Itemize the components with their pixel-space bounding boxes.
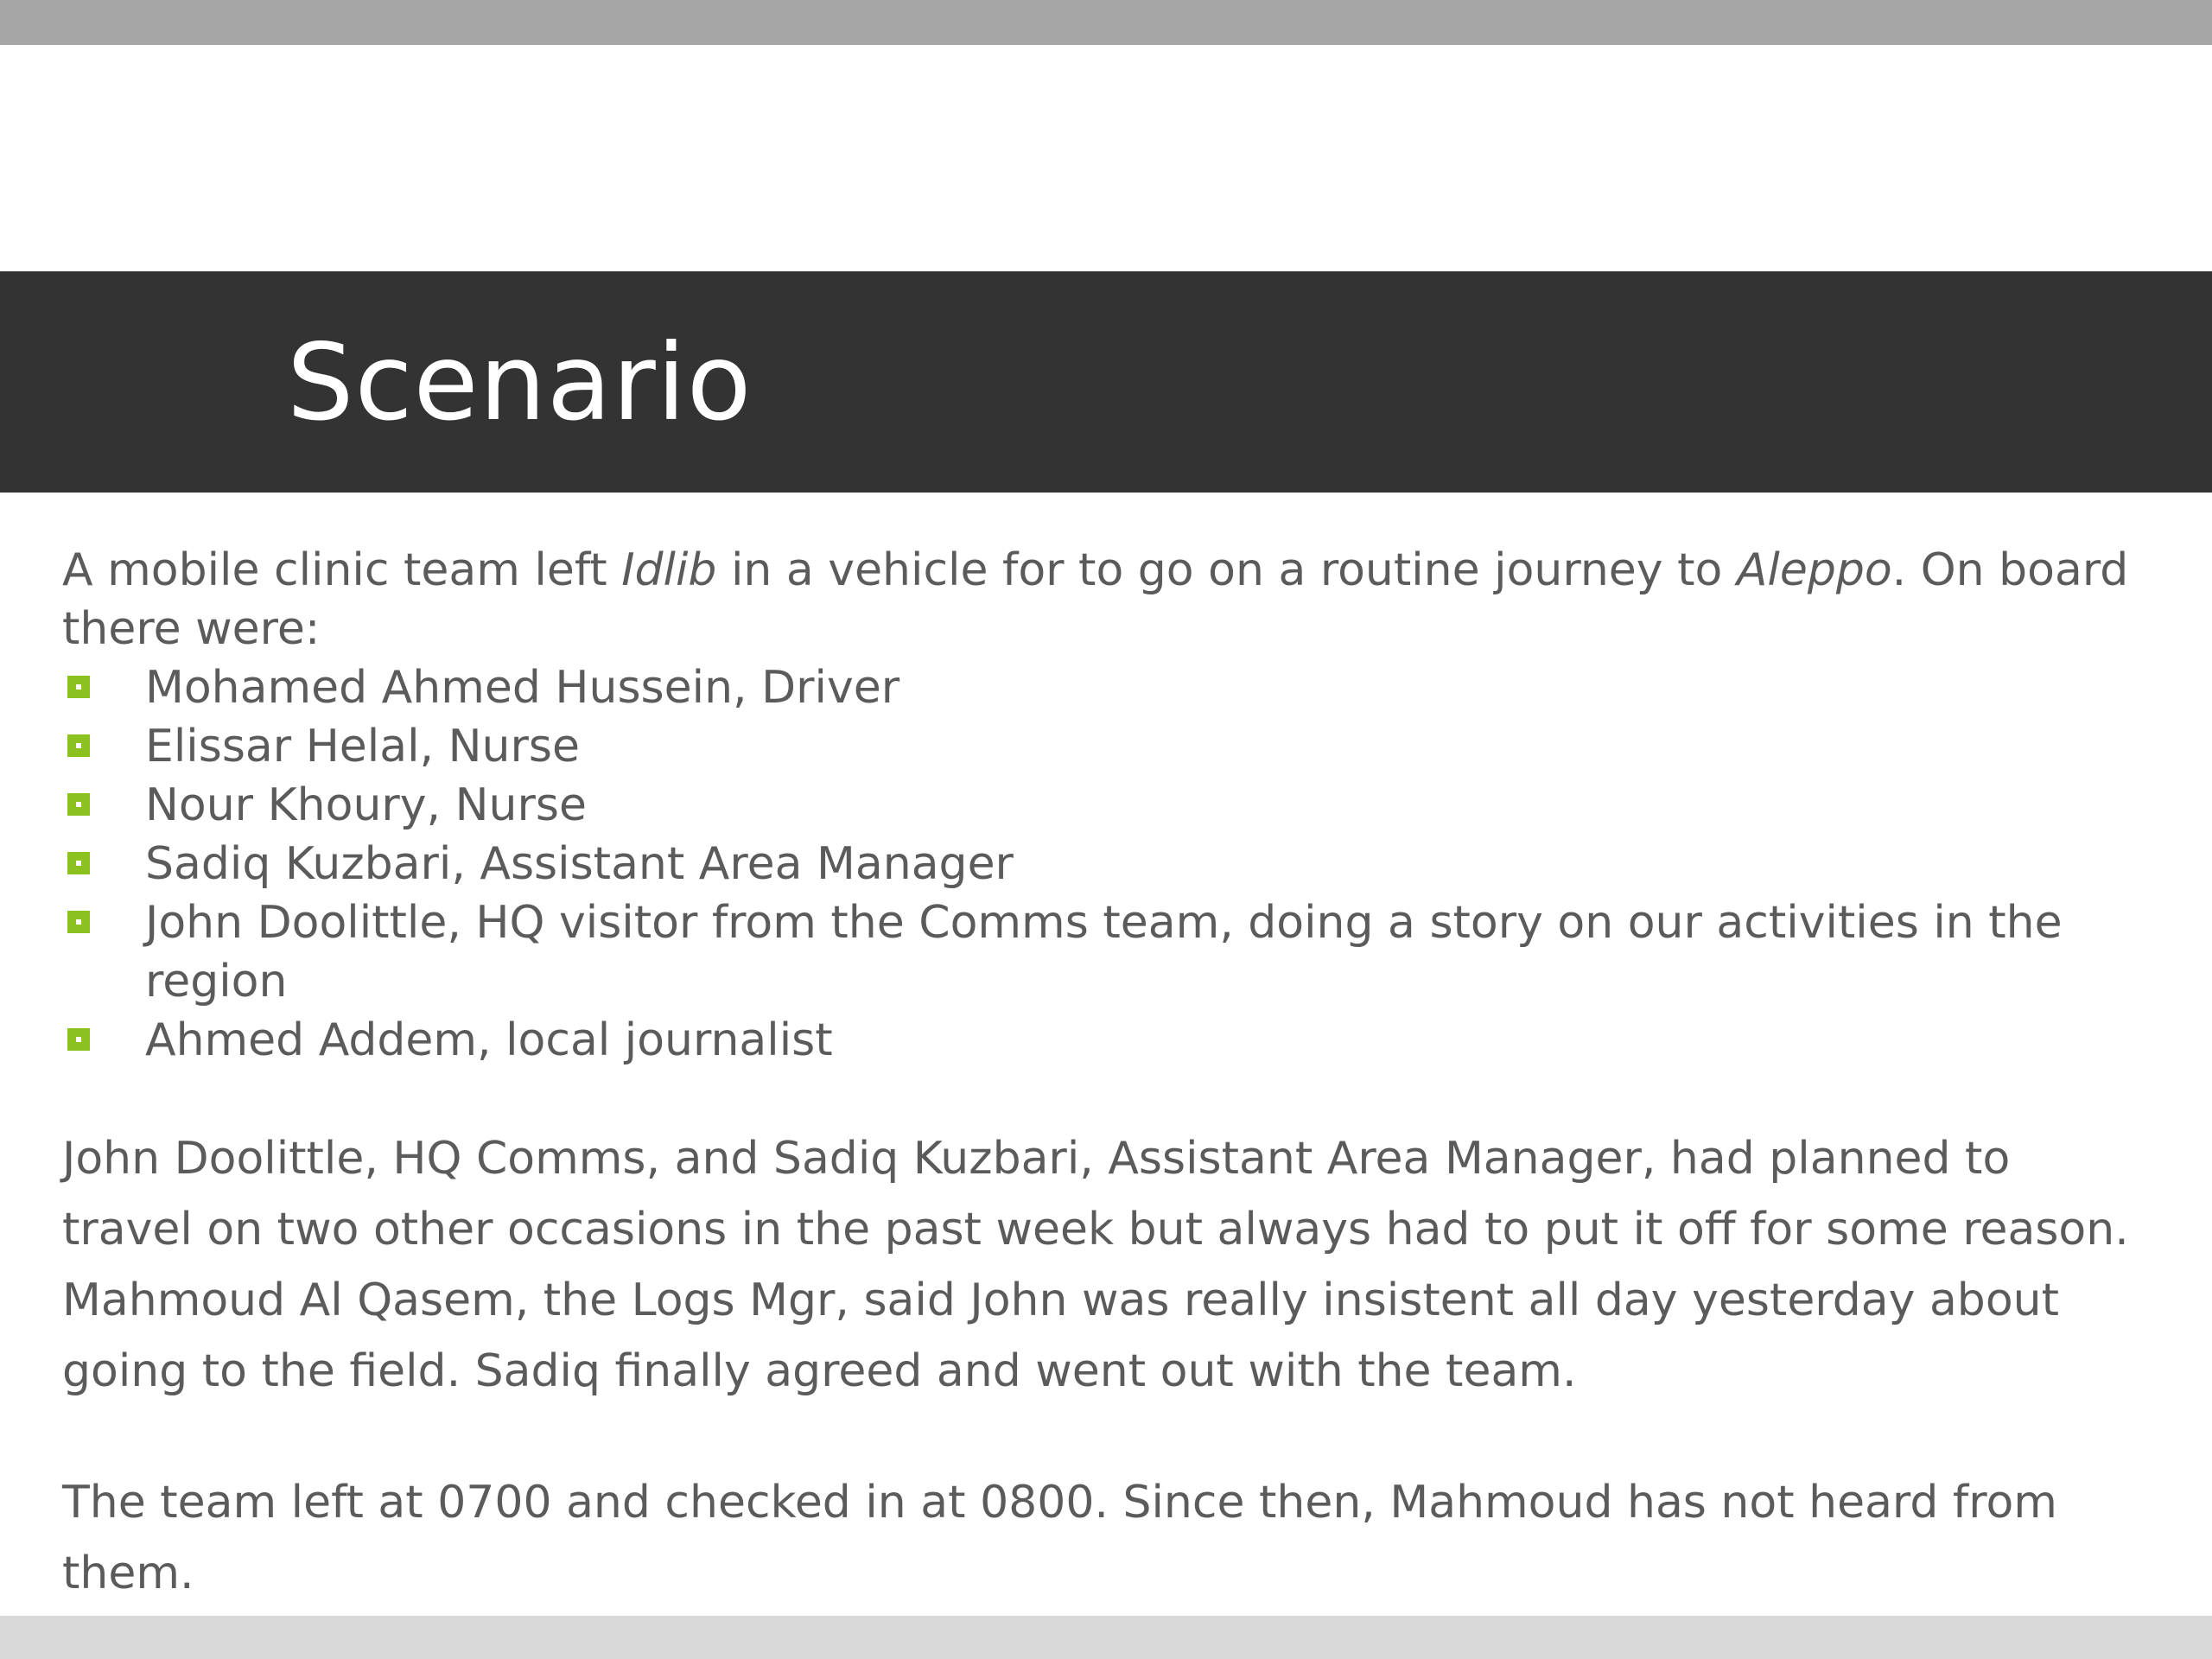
list-item-text: Ahmed Addem, local journalist [145,1014,833,1066]
slide-body [62,541,2153,1609]
square-bullet-icon [67,1028,90,1051]
intro-part-3: . On board there were: [62,544,2129,655]
list-item-text: Elissar Helal, Nurse [145,721,580,772]
square-bullet-icon [67,911,90,933]
passenger-list [62,658,2153,1070]
square-bullet-icon [67,852,90,874]
list-item [62,893,2153,1011]
list-item [62,776,2153,835]
list-item-text: John Doolittle, HQ visitor from the Comms team, doing a story on our activities in the region [145,897,2063,1007]
list-item-text: Nour Khoury, Nurse [145,779,587,831]
top-bar [0,0,2212,45]
intro-origin: Idlib [621,544,717,596]
list-item-text: Sadiq Kuzbari, Assistant Area Manager [145,838,1014,890]
list-item [62,1011,2153,1070]
list-item [62,835,2153,893]
intro-text [62,541,2153,658]
square-bullet-icon [67,676,90,698]
list-item [62,658,2153,717]
intro-destination: Aleppo [1736,544,1892,596]
status-paragraph: The team left at 0700 and checked in at 0800. Since then, Mahmoud has not heard from them. [62,1477,2057,1599]
intro-part-2: in a vehicle for to go on a routine journey to [716,544,1737,596]
intro-part-1: A mobile clinic team left [62,544,622,596]
list-item-text: Mohamed Ahmed Hussein, Driver [145,662,900,714]
background-paragraph: John Doolittle, HQ Comms, and Sadiq Kuzbari, Assistant Area Manager, had planned to travel on two other occasions in the past week but always had to put it off for some reason. Mahmoud Al Qasem, the Logs Mgr, said John was really insistent all day yesterday about going to the field. Sadiq finally agreed and went out with the team. [62,1133,2129,1397]
square-bullet-icon [67,793,90,816]
list-item [62,717,2153,776]
square-bullet-icon [67,734,90,757]
slide-title: Scenario [287,321,753,444]
bottom-bar [0,1616,2212,1659]
